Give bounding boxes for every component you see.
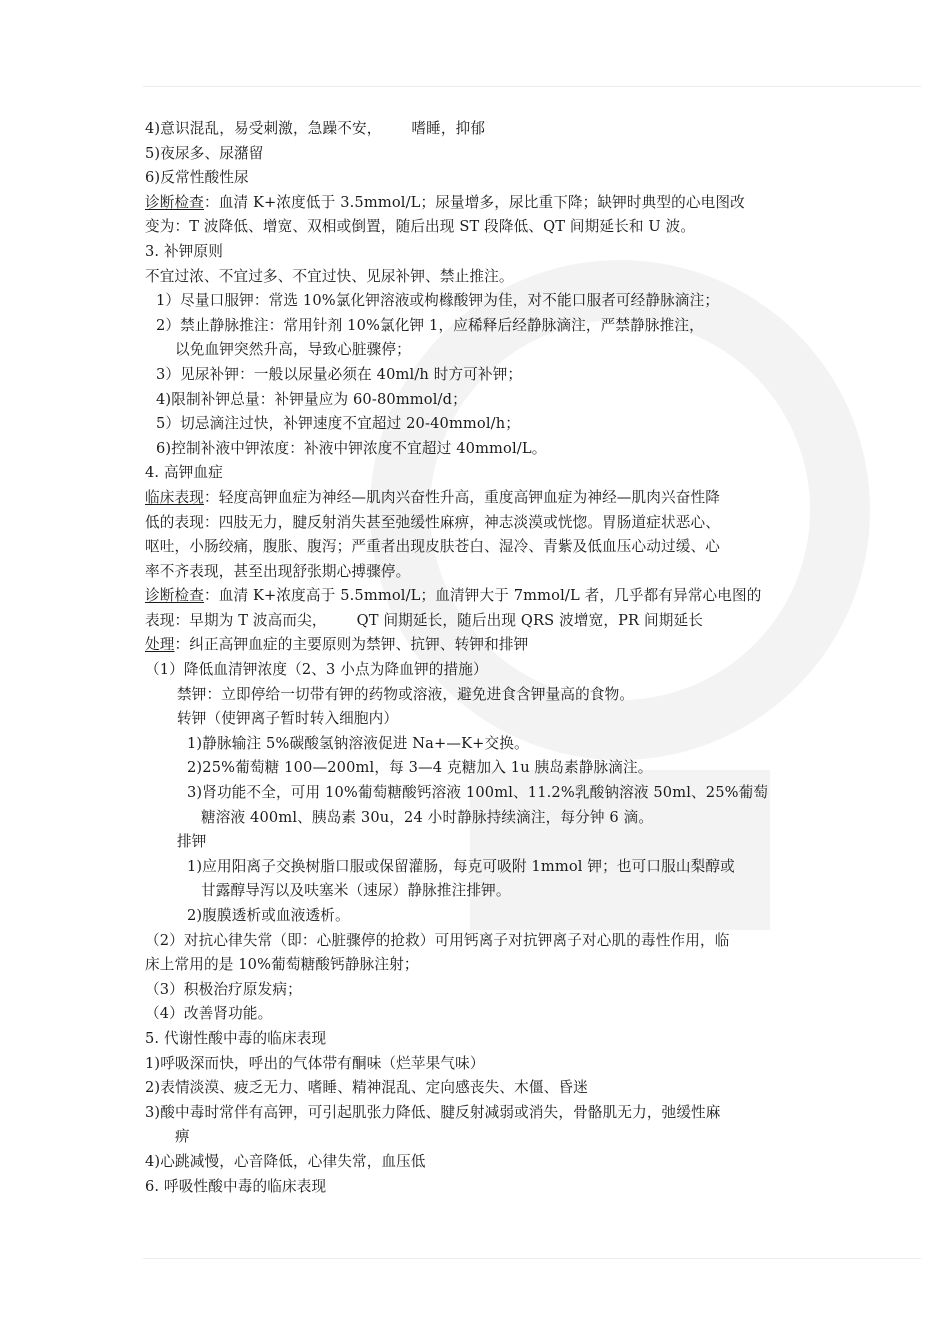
section-label: 临床表现 <box>145 488 204 506</box>
list-item: 3)酸中毒时常伴有高钾，可引起肌张力降低、腱反射减弱或消失，骨骼肌无力，弛缓性麻 <box>145 1103 721 1121</box>
text-line: 变为：T 波降低、增宽、双相或倒置，随后出现 ST 段降低、QT 间期延长和 U 波。 <box>145 218 696 236</box>
list-item-continuation: 甘露醇导泻以及呋塞米（速尿）静脉推注排钾。 <box>201 882 511 900</box>
list-item: 1）尽量口服钾：常选 10%氯化钾溶液或枸橼酸钾为佳，对不能口服者可经静脉滴注； <box>156 292 720 310</box>
text-line: 率不齐表现，甚至出现舒张期心搏骤停。 <box>145 562 411 580</box>
list-item: 2)腹膜透析或血液透析。 <box>187 907 350 924</box>
text-line: 6)反常性酸性尿 <box>145 169 249 187</box>
list-item: 3）见尿补钾：一般以尿量必须在 40ml/h 时方可补钾； <box>156 365 523 383</box>
text-line: 临床表现：轻度高钾血症为神经—肌肉兴奋性升高，重度高钾血症为神经—肌肉兴奋性降 <box>145 488 721 506</box>
text-line: 不宜过浓、不宜过多、不宜过快、见尿补钾、禁止推注。 <box>145 267 514 285</box>
section-heading: 5. 代谢性酸中毒的临床表现 <box>145 1029 327 1047</box>
text-line: 诊断检查：血清 K+浓度高于 5.5mmol/L；血清钾大于 7mmol/L 者，几乎都有异常心电图的 <box>145 587 762 605</box>
text-line: 禁钾：立即停给一切带有钾的药物或溶液，避免进食含钾量高的食物。 <box>177 685 635 703</box>
sub-heading: 转钾（使钾离子暂时转入细胞内） <box>177 710 399 728</box>
list-item: 2)25%葡萄糖 100—200ml，每 3—4 克糖加入 1u 胰岛素静脉滴注。 <box>187 759 653 777</box>
section-label: 诊断检查 <box>145 587 204 605</box>
document-body <box>145 117 815 1199</box>
header-rule <box>143 86 921 87</box>
text-line: 表现：早期为 T 波高而尖， QT 间期延长，随后出现 QRS 波增宽，PR 间期延长 <box>145 611 703 629</box>
section-label: 处理 <box>145 636 175 654</box>
list-item: 1)呼吸深而快，呼出的气体带有酮味（烂苹果气味） <box>145 1054 485 1072</box>
text-line: 处理：纠正高钾血症的主要原则为禁钾、抗钾、转钾和排钾 <box>145 636 529 654</box>
text-line: 呕吐，小肠绞痛，腹胀、腹泻；严重者出现皮肤苍白、湿冷、青紫及低血压心动过缓、心 <box>145 538 721 556</box>
list-item-continuation: 糖溶液 400ml、胰岛素 30u，24 小时静脉持续滴注，每分钟 6 滴。 <box>201 808 654 826</box>
list-item: 1)应用阳离子交换树脂口服或保留灌肠，每克可吸附 1mmol 钾；也可口服山梨醇或 <box>187 857 735 875</box>
text-line: 4)意识混乱，易受刺激，急躁不安， 嗜睡，抑郁 <box>145 120 486 137</box>
list-item: 2）禁止静脉推注：常用针剂 10%氯化钾 1，应稀释后经静脉滴注，严禁静脉推注， <box>156 316 704 334</box>
section-heading: 6. 呼吸性酸中毒的临床表现 <box>145 1177 327 1195</box>
section-heading: 4. 高钾血症 <box>145 464 223 482</box>
text-line: 床上常用的是 10%葡萄糖酸钙静脉注射； <box>145 956 419 974</box>
section-heading: 3. 补钾原则 <box>145 242 223 260</box>
sub-heading: （4）改善肾功能。 <box>145 1005 273 1023</box>
list-item: 2)表情淡漠、疲乏无力、嗜睡、精神混乱、定向感丧失、木僵、昏迷 <box>145 1079 588 1097</box>
text-line: 5)夜尿多、尿潴留 <box>145 144 264 162</box>
text-line: 诊断检查：血清 K+浓度低于 3.5mmol/L；尿量增多，尿比重下降；缺钾时典型的心电图改 <box>145 193 745 211</box>
footer-rule <box>143 1258 921 1259</box>
sub-heading: （3）积极治疗原发病； <box>145 980 302 998</box>
list-item: 5）切忌滴注过快，补钾速度不宜超过 20-40mmol/h； <box>156 415 521 433</box>
list-item: 4)限制补钾总量：补钾量应为 60-80mmol/d； <box>156 390 467 408</box>
list-item: 1)静脉输注 5%碳酸氢钠溶液促进 Na+—K+交换。 <box>187 734 529 752</box>
sub-heading: （1）降低血清钾浓度（2、3 小点为降血钾的措施） <box>145 661 488 679</box>
list-item-continuation: 痹 <box>175 1128 190 1146</box>
text-line: 低的表现：四肢无力，腱反射消失甚至弛缓性麻痹，神志淡漠或恍惚。胃肠道症状恶心、 <box>145 513 721 531</box>
section-label: 诊断检查 <box>145 193 204 211</box>
list-item: 4)心跳减慢，心音降低，心律失常，血压低 <box>145 1152 426 1170</box>
list-item: 6)控制补液中钾浓度：补液中钾浓度不宜超过 40mmol/L。 <box>156 439 547 457</box>
sub-heading: 排钾 <box>177 833 207 851</box>
sub-heading: （2）对抗心律失常（即：心脏骤停的抢救）可用钙离子对抗钾离子对心肌的毒性作用，临 <box>145 931 730 949</box>
list-item-continuation: 以免血钾突然升高，导致心脏骤停； <box>175 341 411 359</box>
list-item: 3)肾功能不全，可用 10%葡萄糖酸钙溶液 100ml、11.2%乳酸钠溶液 50ml、25%葡萄 <box>187 784 769 802</box>
